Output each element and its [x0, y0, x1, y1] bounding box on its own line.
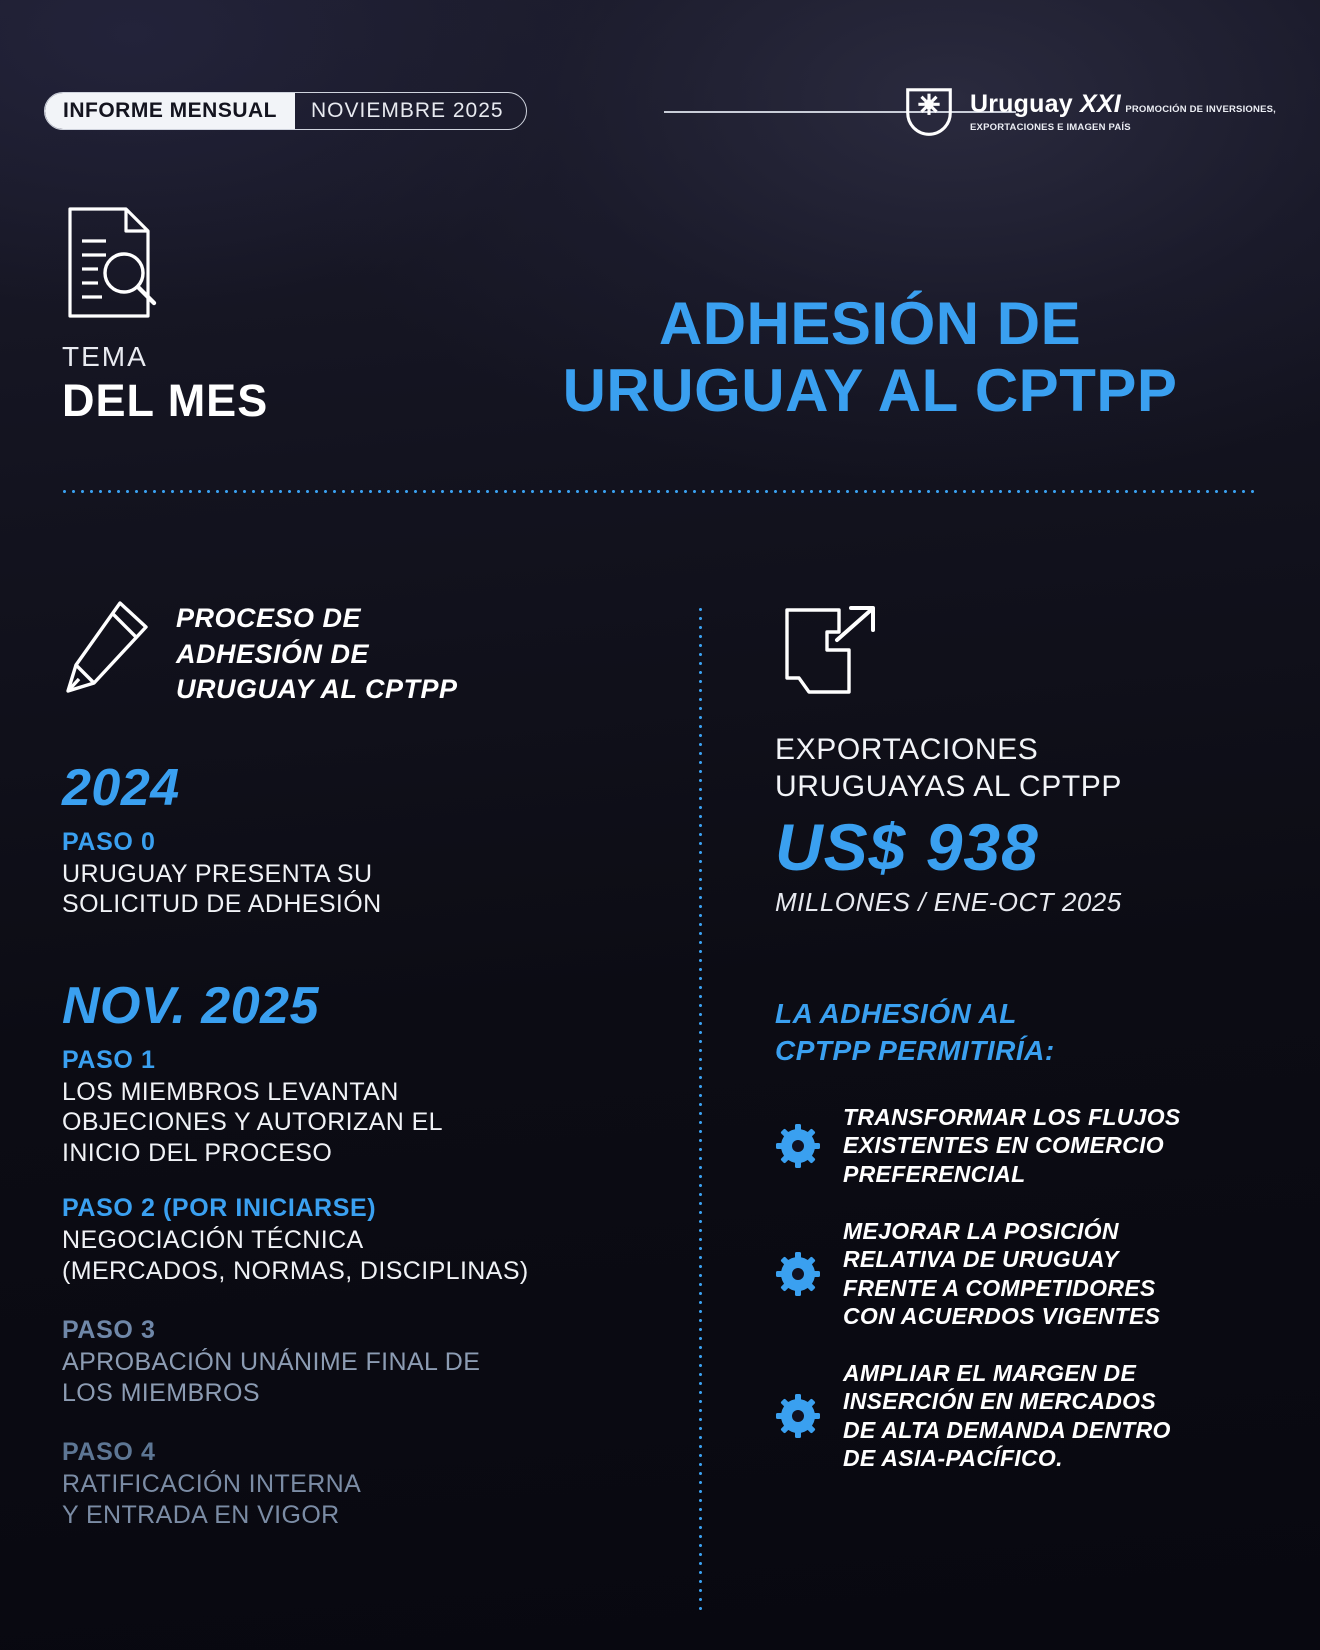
- exports-value: US$ 938: [775, 810, 1039, 885]
- brand-tagline-line2: EXPORTACIONES E IMAGEN PAÍS: [970, 121, 1131, 133]
- process-title-line1: PROCESO DE: [176, 603, 362, 633]
- gear-icon: [775, 1393, 821, 1439]
- step-1-line3: INICIO DEL PROCESO: [62, 1138, 333, 1167]
- step-0-line1: URUGUAY PRESENTA SU: [62, 859, 373, 888]
- step-2-label: PASO 2 (POR INICIARSE): [62, 1194, 377, 1223]
- step-4-line1: RATIFICACIÓN INTERNA: [62, 1470, 362, 1499]
- horizontal-divider: [60, 490, 1260, 493]
- benefit-text: [843, 1103, 1181, 1189]
- theme-of-month-block: [62, 205, 422, 427]
- benefits-title: [775, 996, 1275, 1069]
- timeline-year-2024: 2024: [62, 758, 180, 817]
- brand-name: Uruguay: [970, 90, 1080, 119]
- step-3-line1: APROBACIÓN UNÁNIME FINAL DE: [62, 1348, 481, 1377]
- brand-tagline-line1: PROMOCIÓN DE INVERSIONES,: [1125, 104, 1276, 116]
- benefit-1-line4: CON ACUERDOS VIGENTES: [843, 1303, 1161, 1330]
- gear-icon: [775, 1251, 821, 1297]
- step-2-line2: (MERCADOS, NORMAS, DISCIPLINAS): [62, 1256, 529, 1285]
- exports-label-line1: EXPORTACIONES: [775, 733, 1039, 766]
- timeline-year-nov-2025: NOV. 2025: [62, 976, 319, 1035]
- brand-logo-text: [970, 91, 1276, 134]
- benefits-title-line1: LA ADHESIÓN AL: [775, 998, 1017, 1030]
- step-2-line1: NEGOCIACIÓN TÉCNICA: [62, 1226, 364, 1255]
- process-title-line3: URUGUAY AL CPTPP: [176, 674, 458, 705]
- step-2-text: [62, 1225, 672, 1286]
- benefit-2-line4: DE ASIA-PACÍFICO.: [843, 1445, 1063, 1472]
- benefit-text: [843, 1217, 1160, 1331]
- exports-column: [775, 600, 1275, 1501]
- exports-label-line2: URUGUAYAS AL CPTPP: [775, 769, 1122, 803]
- exports-period: MILLONES / ENE-OCT 2025: [775, 887, 1122, 918]
- report-badge: [44, 92, 527, 130]
- step-1-line1: LOS MIEMBROS LEVANTAN: [62, 1077, 399, 1106]
- page-title: [500, 290, 1240, 424]
- vertical-divider: [699, 605, 702, 1615]
- benefit-item: [775, 1103, 1275, 1189]
- benefit-item: [775, 1359, 1275, 1473]
- step-3-text: [62, 1347, 672, 1408]
- step-1-text: [62, 1077, 672, 1169]
- step-1-label: PASO 1: [62, 1045, 156, 1074]
- report-badge-label: INFORME MENSUAL: [45, 92, 295, 130]
- timeline-step-3: [62, 1316, 672, 1408]
- document-search-icon: [62, 307, 162, 324]
- gear-icon: [775, 1123, 821, 1169]
- brand-name-suffix: XXI: [1079, 90, 1121, 119]
- process-section-header: [62, 595, 672, 708]
- benefits-list: [775, 1103, 1275, 1473]
- step-3-label: PASO 3: [62, 1316, 156, 1345]
- timeline-step-2: [62, 1194, 672, 1286]
- exports-label: [775, 732, 1275, 805]
- benefit-1-line1: MEJORAR LA POSICIÓN: [843, 1217, 1119, 1244]
- step-4-line2: Y ENTRADA EN VIGOR: [62, 1500, 340, 1529]
- timeline-step-0: [62, 828, 672, 920]
- benefit-0-line2: EXISTENTES EN COMERCIO: [843, 1132, 1164, 1159]
- process-section-title: [176, 601, 458, 708]
- benefit-2-line2: INSERCIÓN EN MERCADOS: [843, 1388, 1156, 1415]
- page-title-line2: URUGUAY AL CPTPP: [562, 357, 1178, 425]
- timeline-step-1: [62, 1046, 672, 1169]
- benefits-title-line2: CPTPP PERMITIRÍA:: [775, 1034, 1055, 1066]
- adhesion-process-column: [62, 595, 672, 1530]
- step-0-line2: SOLICITUD DE ADHESIÓN: [62, 890, 382, 919]
- benefit-2-line3: DE ALTA DEMANDA DENTRO: [843, 1416, 1171, 1443]
- report-badge-date: NOVIEMBRE 2025: [311, 99, 504, 122]
- theme-label: DEL MES: [62, 375, 269, 426]
- step-0-text: [62, 859, 672, 920]
- benefit-2-line1: AMPLIAR EL MARGEN DE: [843, 1359, 1137, 1386]
- pen-icon: [62, 597, 154, 697]
- benefit-0-line1: TRANSFORMAR LOS FLUJOS: [843, 1103, 1181, 1130]
- benefit-0-line3: PREFERENCIAL: [843, 1161, 1026, 1187]
- benefit-1-line3: FRENTE A COMPETIDORES: [843, 1274, 1156, 1301]
- step-3-line2: LOS MIEMBROS: [62, 1378, 260, 1407]
- uruguay-xxi-logo-icon: [900, 84, 958, 142]
- step-1-line2: OBJECIONES Y AUTORIZAN EL: [62, 1108, 443, 1137]
- brand-logo: [900, 84, 1276, 142]
- process-title-line2: ADHESIÓN DE: [176, 638, 370, 669]
- benefit-text: [843, 1359, 1171, 1473]
- benefit-item: [775, 1217, 1275, 1331]
- step-4-text: [62, 1469, 672, 1530]
- theme-eyebrow: TEMA: [62, 341, 148, 372]
- benefit-1-line2: RELATIVA DE URUGUAY: [843, 1246, 1119, 1273]
- page-title-line1: ADHESIÓN DE: [658, 290, 1082, 357]
- timeline-step-4: [62, 1438, 672, 1530]
- page-header: [44, 92, 1276, 134]
- step-0-label: PASO 0: [62, 827, 156, 856]
- export-map-arrow-icon: [775, 692, 885, 709]
- step-4-label: PASO 4: [62, 1438, 156, 1467]
